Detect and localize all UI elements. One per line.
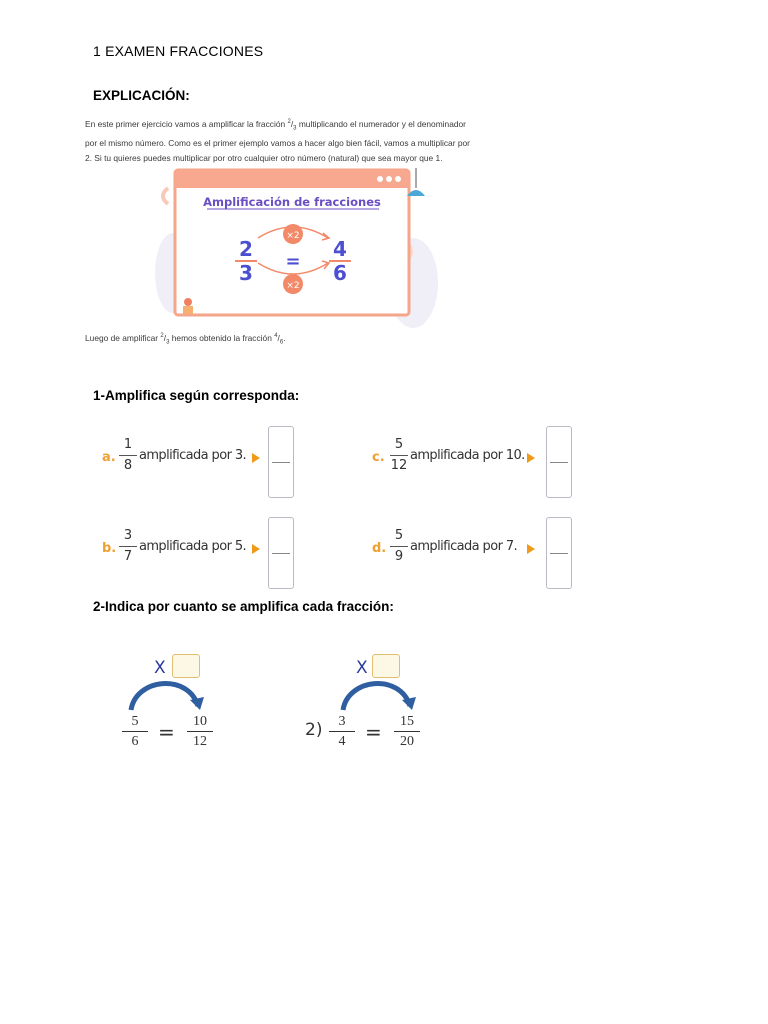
- question-2-heading: 2-Indica por cuanto se amplifica cada fracción:: [93, 599, 394, 614]
- curved-arrow-icon: [343, 684, 410, 710]
- explanation-image: [83, 113, 518, 351]
- curved-arrow-icon: [131, 684, 198, 710]
- plant-flower-icon: [184, 298, 192, 306]
- card-header-bar: [175, 170, 409, 188]
- card-title: Amplificación de fracciones: [203, 195, 381, 209]
- fraction: 5 12: [390, 437, 408, 473]
- answer-fraction-box[interactable]: [546, 517, 572, 589]
- window-dot: [395, 176, 401, 182]
- item-letter: d.: [372, 541, 387, 556]
- multiply-x-label: X: [154, 658, 166, 678]
- item-text: amplificada por 3.: [139, 448, 247, 463]
- question-1-heading: 1-Amplifica según corresponda:: [93, 388, 300, 403]
- document-title: 1 EXAMEN FRACCIONES: [93, 43, 264, 59]
- answer-fraction-box[interactable]: [268, 517, 294, 589]
- orange-arrow-icon: [527, 544, 535, 554]
- answer-fraction-box[interactable]: [268, 426, 294, 498]
- multiplier-bottom-label: ×2: [286, 281, 300, 291]
- fraction: 5 9: [390, 527, 408, 566]
- plant-pot-icon: [183, 306, 193, 314]
- fraction: 1 8: [119, 436, 137, 475]
- left-numerator: 2: [239, 237, 253, 261]
- window-dot: [386, 176, 392, 182]
- explanation-text: En este primer ejercicio vamos a amplificar la fracción $^2/_3$ multiplicando el numerador y el denominador por el mismo número. Como es el primer ejemplo vamos a hacer algo bien fácil, vamos a multiplicar por 2. Si tu quieres puedes multiplicar por otro cualquier otro número (natural) que sea mayor que 1.: [85, 118, 470, 164]
- orange-arrow-icon: [252, 544, 260, 554]
- item-letter: c.: [372, 450, 385, 465]
- item-letter: a.: [102, 450, 116, 465]
- amplification-card-illustration: [83, 153, 518, 331]
- multiplier-answer-box[interactable]: [372, 654, 400, 678]
- exercise-2: [118, 638, 428, 760]
- left-fraction: 5 6: [122, 714, 148, 749]
- equals-sign: =: [285, 251, 301, 272]
- fraction: 3 7: [119, 527, 137, 566]
- orange-arrow-icon: [527, 453, 535, 463]
- equals-sign: =: [365, 720, 382, 744]
- exercise-1: [97, 420, 587, 598]
- explanation-conclusion: Luego de amplificar $^2/_3$ hemos obtenido la fracción $^4/_6$.: [85, 333, 286, 346]
- explanation-heading: EXPLICACIÓN:: [93, 88, 190, 103]
- exercise-item-b: [97, 511, 297, 591]
- exercise-item-a: [97, 420, 297, 500]
- equals-sign: =: [158, 720, 175, 744]
- exercise-item-d: [370, 511, 590, 591]
- left-fraction: 3 4: [329, 714, 355, 749]
- left-denominator: 3: [239, 261, 253, 285]
- multiplier-top-label: ×2: [286, 231, 300, 241]
- exercise-item-c: [370, 420, 590, 500]
- item-letter: b.: [102, 541, 117, 556]
- right-fraction: 15 20: [394, 714, 420, 749]
- item-text: amplificada por 5.: [139, 539, 247, 554]
- orange-arrow-icon: [252, 453, 260, 463]
- answer-fraction-box[interactable]: [546, 426, 572, 498]
- item-text: amplificada por 10.: [410, 448, 525, 463]
- multiply-x-label: X: [356, 658, 368, 678]
- multiplier-answer-box[interactable]: [172, 654, 200, 678]
- right-fraction: 10 12: [187, 714, 213, 749]
- window-dot: [377, 176, 383, 182]
- item-text: amplificada por 7.: [410, 539, 518, 554]
- item-number: 2): [305, 720, 323, 740]
- decor-curl-left: [163, 188, 168, 204]
- right-numerator: 4: [333, 237, 347, 261]
- right-denominator: 6: [333, 261, 347, 285]
